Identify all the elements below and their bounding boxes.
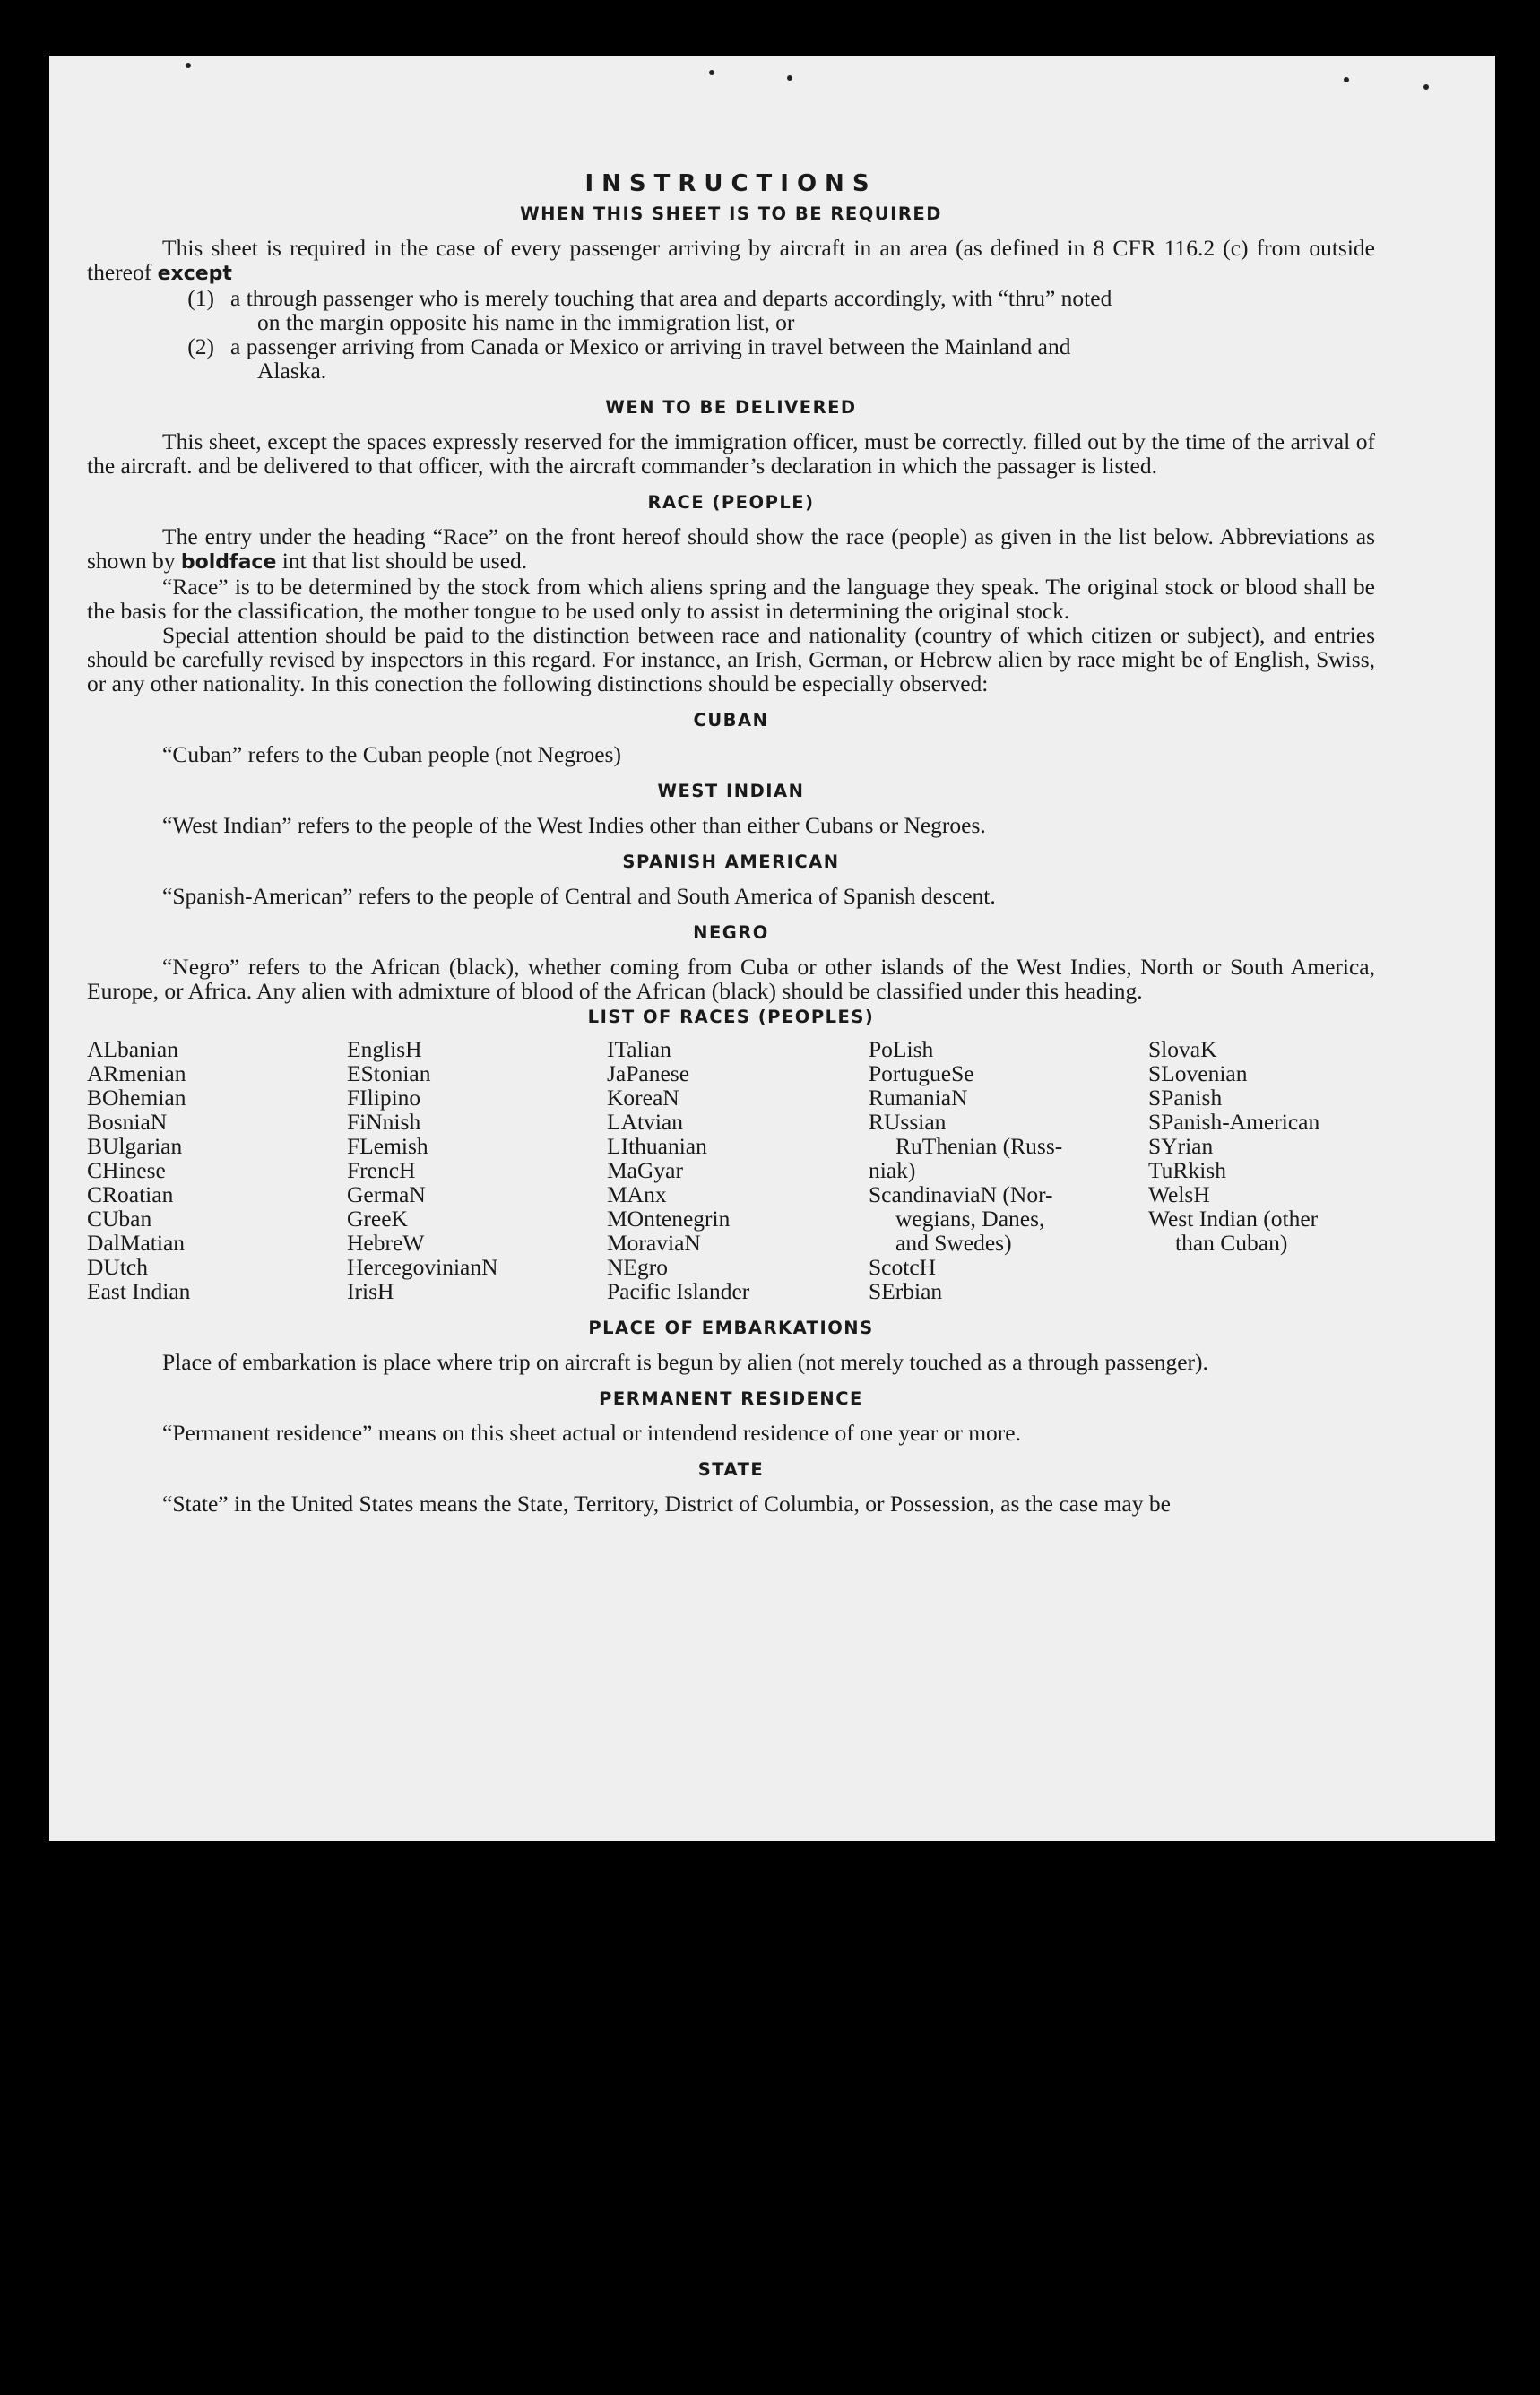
race-entry: FIlipino (347, 1085, 421, 1111)
heading-list-of-races: LIST OF RACES (PEOPLES) (587, 1007, 875, 1027)
west-indian-text: “West Indian” refers to the people of the West Indies other than either Cubans or Negroes. (162, 812, 986, 838)
heading-embarkation: PLACE OF EMBARKATIONS (588, 1318, 874, 1338)
races-column-4 (869, 1037, 1148, 1303)
page-title: INSTRUCTIONS (584, 170, 878, 197)
race-entry: ScotcH (869, 1254, 937, 1280)
race-paragraph-1: The entry under the heading “Race” on the front hereof should show the race (people) as given in the list below. Abbreviations as shown by boldface int that list should be used. (87, 523, 1375, 574)
race-entry: ScandinaviaN (Nor- (869, 1181, 1053, 1207)
when-required-intro: This sheet is required in the case of every passenger arriving by aircraft in an area (as defined in 8 CFR 116.2 (c) from outside thereof except (87, 235, 1375, 285)
heading-when-required: WHEN THIS SHEET IS TO BE REQUIRED (520, 203, 942, 224)
spanish-american-text: “Spanish-American” refers to the people of Central and South America of Spanish descent. (162, 883, 996, 909)
race-entry: CRoatian (87, 1181, 174, 1207)
race-entry: BosniaN (87, 1109, 168, 1135)
race-entry: wegians, Danes, (895, 1206, 1045, 1232)
race-entry: NEgro (607, 1254, 668, 1280)
race-entry: KoreaN (607, 1085, 679, 1111)
race-entry: LIthuanian (607, 1133, 707, 1159)
race-entry: SErbian (869, 1278, 943, 1304)
race-entry: RuThenian (Russ- (895, 1133, 1063, 1159)
race-paragraph-3: Special attention should be paid to the distinction between race and nationality (country of which citizen or subject), and entries should be carefully revised by inspectors in this regard. For instance, an Irish, German, or Hebrew alien by race might be of English, Swiss, or any other nationality. In this conection the following distinctions should be especially observed: (87, 622, 1375, 696)
race-entry: SLovenian (1148, 1060, 1248, 1086)
race-entry: CUban (87, 1206, 152, 1232)
race-entry: FLemish (347, 1133, 428, 1159)
heading-when-delivered: WEN TO BE DELIVERED (605, 397, 857, 418)
race-entry: HebreW (347, 1230, 425, 1256)
dust-speck (787, 75, 792, 81)
race-entry: FrencH (347, 1157, 416, 1183)
heading-state: STATE (697, 1459, 765, 1480)
heading-permanent-residence: PERMANENT RESIDENCE (599, 1388, 863, 1409)
race-entry: ALbanian (87, 1036, 178, 1062)
heading-cuban: CUBAN (693, 710, 769, 731)
race-entry: GermaN (347, 1181, 426, 1207)
race-entry: DalMatian (87, 1230, 186, 1256)
race-entry: BOhemian (87, 1085, 186, 1111)
race-entry: EStonian (347, 1060, 431, 1086)
when-delivered-text: This sheet, except the spaces expressly reserved for the immigration officer, must be correctly. filled out by the time of the arrival of the aircraft. and be delivered to that officer, with the aircraft commander’s declaration in which the passager is listed. (87, 428, 1375, 479)
race-entry: Pacific Islander (607, 1278, 750, 1304)
race-entry: niak) (869, 1157, 916, 1183)
race-entry: MOntenegrin (607, 1206, 731, 1232)
races-table (87, 1037, 1375, 1303)
race-entry: SPanish (1148, 1085, 1223, 1111)
race-entry: ARmenian (87, 1060, 186, 1086)
embarkation-text: Place of embarkation is place where trip on aircraft is begun by alien (not merely touched as a through passenger). (162, 1349, 1208, 1375)
exception-item-1: (1) a through passenger who is merely touching that area and departs accordingly, with “thru” noted on the margin opposite his name in the immigration list, or (187, 285, 1112, 335)
race-entry: IrisH (347, 1278, 394, 1304)
race-entry: BUlgarian (87, 1133, 183, 1159)
race-entry: FiNnish (347, 1109, 421, 1135)
negro-text: “Negro” refers to the African (black), whether coming from Cuba or other islands of the West Indies, North or South America, Europe, or Africa. Any alien with admixture of blood of the African (black) should be classified under this heading. (87, 954, 1375, 1004)
dust-speck (709, 70, 714, 75)
race-entry: HercegovinianN (347, 1254, 498, 1280)
race-entry: PoLish (869, 1036, 934, 1062)
race-entry: GreeK (347, 1206, 408, 1232)
heading-negro: NEGRO (693, 922, 769, 943)
race-entry: and Swedes) (895, 1230, 1012, 1256)
race-entry: than Cuban) (1175, 1230, 1288, 1256)
race-entry: EnglisH (347, 1036, 422, 1062)
race-entry: MAnx (607, 1181, 667, 1207)
race-entry: ITalian (607, 1036, 671, 1062)
race-entry: DUtch (87, 1254, 148, 1280)
heading-race: RACE (PEOPLE) (647, 492, 815, 513)
document-page (49, 56, 1495, 1841)
race-entry: SlovaK (1148, 1036, 1217, 1062)
races-column-3 (607, 1037, 869, 1303)
race-paragraph-2: “Race” is to be determined by the stock from which aliens spring and the language they speak. The original stock or blood shall be the basis for the classification, the mother tongue to be used only to assist in determining the original stock. (87, 574, 1375, 624)
heading-spanish-american: SPANISH AMERICAN (622, 852, 840, 872)
race-entry: RUssian (869, 1109, 947, 1135)
race-entry: CHinese (87, 1157, 166, 1183)
races-column-2 (347, 1037, 607, 1303)
race-entry: RumaniaN (869, 1085, 968, 1111)
race-entry: TuRkish (1148, 1157, 1226, 1183)
races-column-5 (1148, 1037, 1375, 1303)
except-bold: except (157, 263, 232, 285)
state-text: “State” in the United States means the State, Territory, District of Columbia, or Possession, as the case may be (162, 1491, 1171, 1517)
race-entry: PortugueSe (869, 1060, 974, 1086)
cuban-text: “Cuban” refers to the Cuban people (not Negroes) (162, 741, 621, 767)
permanent-residence-text: “Permanent residence” means on this sheet actual or intendend residence of one year or more. (162, 1420, 1021, 1446)
race-entry: West Indian (other (1148, 1206, 1319, 1232)
race-entry: SPanish-American (1148, 1109, 1320, 1135)
race-entry: MoraviaN (607, 1230, 701, 1256)
race-entry: SYrian (1148, 1133, 1214, 1159)
races-column-1 (87, 1037, 347, 1303)
dust-speck (186, 63, 191, 68)
dust-speck (1344, 77, 1349, 82)
race-entry: East Indian (87, 1278, 191, 1304)
exception-item-2: (2) a passenger arriving from Canada or Mexico or arriving in travel between the Mainland and Alaska. (187, 333, 1071, 384)
boldface-bold: boldface (180, 551, 277, 574)
heading-west-indian: WEST INDIAN (657, 781, 805, 801)
instructions-body (87, 172, 1375, 1516)
dust-speck (1423, 84, 1429, 90)
race-entry: JaPanese (607, 1060, 690, 1086)
race-entry: WelsH (1148, 1181, 1210, 1207)
race-entry: MaGyar (607, 1157, 683, 1183)
race-entry: LAtvian (607, 1109, 683, 1135)
